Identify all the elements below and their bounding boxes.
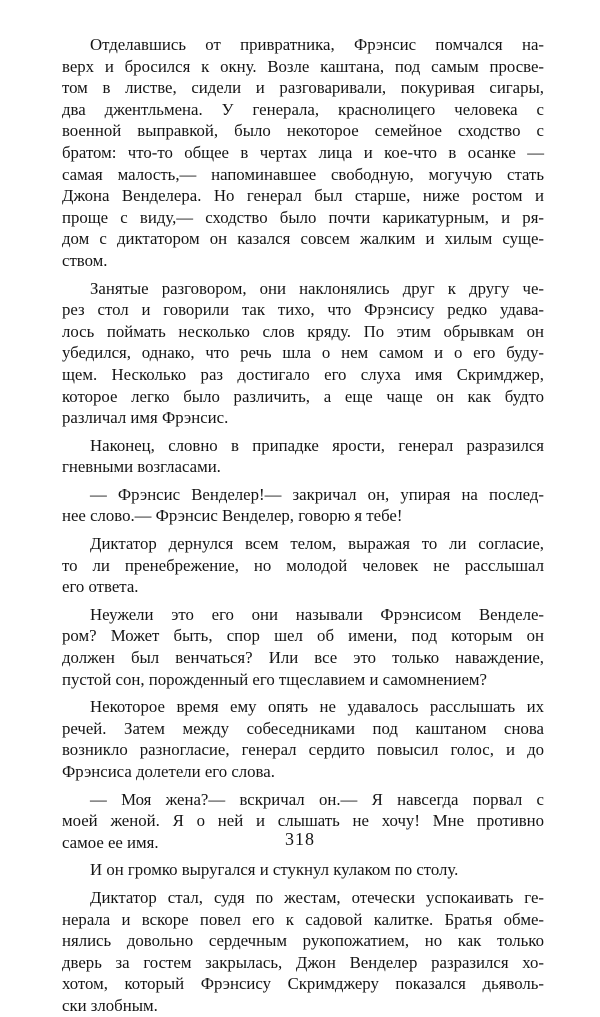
text-line: ром? Может быть, спор шел об имени, под которым он [62,626,544,646]
text-line: — Моя жена?— вскричал он.— Я навсегда порвал с [90,789,544,809]
text-line: Джона Венделера. Но генерал был старше, ниже ростом и [62,186,544,206]
paragraph [62,278,544,429]
text-line: щем. Несколько раз достигало его слуха имя Скримджер, [62,364,544,384]
text-line: пустой сон, порожденный его тщеславием и самомнением? [62,669,487,689]
paragraph [62,34,544,272]
text-line: Занятые разговором, они наклонялись друг к другу че- [90,278,544,298]
paragraph [62,435,544,478]
text-line: рез стол и говорили так тихо, что Фрэнсису редко удава- [62,300,544,320]
text-line: моей женой. Я о ней и слышать не хочу! Мне противно [62,811,544,831]
text-line: его ответа. [62,577,139,597]
text-line: то ли пренебрежение, но молодой человек не расслышал [62,555,544,575]
text-line: военной выправкой, было некоторое семейное сходство с [62,121,544,141]
paragraph [62,533,544,598]
dialogue-paragraph [62,484,544,527]
text-line: Фрэнсиса долетели его слова. [62,762,275,781]
text-line: Диктатор дернулся всем телом, выражая то ли согласие, [90,534,544,554]
text-line: возникло разногласие, генерал сердито повысил голос, и до [62,740,544,760]
text-line: должен был венчаться? Или все это только наваждение, [62,648,544,668]
paragraph [62,887,544,1017]
text-line: самая малость,— напоминавшее свободную, могучую стать [62,164,544,184]
text-line: том в листве, сидели и разговаривали, покуривая сигары, [62,78,544,98]
paragraph [62,604,544,690]
text-line: — Фрэнсис Венделер!— закричал он, упирая на послед- [90,484,544,504]
text-line: самое ее имя. [62,832,159,852]
page-number: 318 [285,829,315,849]
text-line: дом с диктатором он казался совсем жалким и хилым суще- [62,229,544,249]
text-line: Неужели это его они называли Фрэнсисом Венделе- [90,604,544,624]
text-line: И он громко выругался и стукнул кулаком по столу. [90,860,459,880]
text-line: дверь за гостем закрылась, Джон Венделер разразился хо- [62,952,544,972]
text-line: Некоторое время ему опять не удавалось расслышать их [90,697,544,717]
text-line: верх и бросился к окну. Возле каштана, под самым просве- [62,56,544,76]
text-line: речей. Затем между собеседниками под каштаном снова [62,718,544,738]
text-line: нялись довольно сердечным рукопожатием, но как только [62,931,544,951]
text-line: проще с виду,— сходство было почти карикатурным, и ря- [62,207,544,227]
body-text [62,34,544,1017]
text-line: Отделавшись от привратника, Фрэнсис помчался на- [90,35,544,54]
text-line: которое легко было различить, а еще чаще он как будто [62,386,544,406]
text-line: нее слово.— Фрэнсис Венделер, говорю я тебе! [62,506,403,526]
text-line: убедился, однако, что речь шла о нем самом и о его буду- [62,343,544,363]
text-line: братом: что-то общее в чертах лица и кое-что в осанке — [62,142,544,162]
text-line: Наконец, словно в припадке ярости, генерал разразился [90,435,544,455]
text-line: два джентльмена. У генерала, краснолицего человека с [62,99,544,119]
text-line: ством. [62,250,108,270]
text-line: различал имя Фрэнсис. [62,408,229,428]
paragraph [62,696,544,782]
text-line: гневными возгласами. [62,457,221,477]
text-line: нерала и вскоре повел его к садовой калитке. Братья обме- [62,909,544,929]
text-line: ски злобным. [62,995,158,1015]
paragraph [62,859,544,881]
text-line: лось поймать несколько слов кряду. По этим обрывкам он [62,321,544,341]
text-line: хотом, который Фрэнсису Скримджеру показался дьяволь- [62,974,544,994]
text-line: Диктатор стал, судя по жестам, отечески успокаивать ге- [90,887,544,907]
